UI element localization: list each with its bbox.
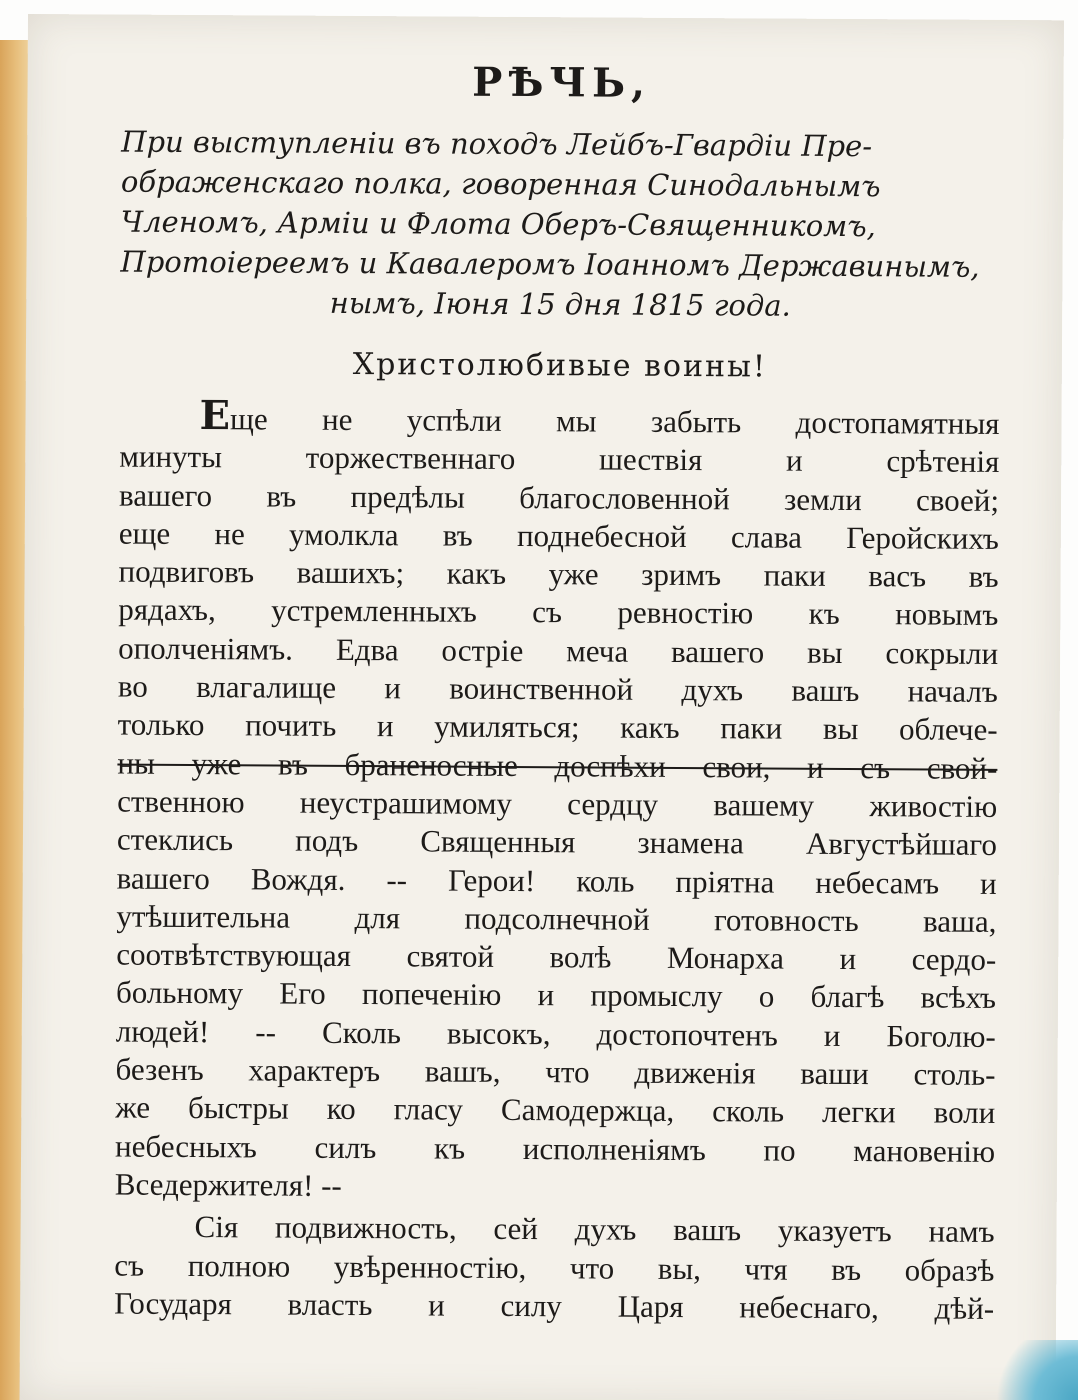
greeting: Христолюбивые воины! bbox=[352, 346, 768, 385]
document-text bbox=[114, 57, 1002, 1328]
body-line: минуты торжественнаго шествія и срѣтенія bbox=[119, 438, 1000, 480]
body-line: безенъ характеръ вашъ, что движенія ваши столь- bbox=[115, 1051, 996, 1092]
subtitle-line: ображенскаго полка, говоренная Синодальнымъ bbox=[120, 164, 881, 204]
body-line: съ полною увѣренностію, что вы, чтя въ образѣ bbox=[114, 1247, 995, 1288]
body-line: же быстры ко гласу Самодержца, сколь легки воли bbox=[115, 1089, 996, 1131]
body-line: больному Его попеченію и промыслу о благѣ всѣхъ bbox=[115, 975, 997, 1016]
drop-cap: Е bbox=[199, 392, 231, 440]
body-line: стеклись подъ Священныя знамена Августѣйшаго bbox=[116, 821, 998, 863]
document-title: РѢЧЬ, bbox=[472, 58, 652, 107]
body-line: ственною неустрашимому сердцу вашему живостію bbox=[117, 783, 998, 824]
body-line: вашего Вождя. -- Герои! коль пріятна небесамъ и bbox=[116, 860, 997, 901]
body-line: подвиговъ вашихъ; какъ уже зримъ паки васъ въ bbox=[118, 553, 999, 595]
body-line: только почить и умиляться; какъ паки вы облече- bbox=[117, 706, 998, 748]
body-line: вашего въ предѣлы благословенной земли своей; bbox=[118, 477, 1000, 518]
body-line: утѣшительна для подсолнечной готовность ваша, bbox=[116, 898, 997, 939]
body-line-struck: ны уже въ браненосные доспѣхи свои, и съ свой- bbox=[117, 745, 998, 786]
body-line: рядахъ, устремленныхъ съ ревностію къ новымъ bbox=[118, 592, 999, 633]
subtitle-line: Членомъ, Арміи и Флота Оберъ-Священникомъ, bbox=[120, 204, 876, 244]
body-line: ополченіямъ. Едва остріе меча вашего вы сокрыли bbox=[118, 630, 999, 671]
subtitle-line: нымъ, Іюня 15 дня 1815 года. bbox=[329, 285, 791, 323]
body-line: небесныхъ силъ къ исполненіямъ по мановенію bbox=[114, 1128, 996, 1169]
body-line: соотвѣтствующая святой волѣ Монарха и сердо- bbox=[116, 936, 997, 978]
body-line: Вседержителя! -- bbox=[114, 1166, 342, 1203]
paragraph-2 bbox=[114, 1208, 995, 1328]
document-subtitle bbox=[120, 122, 1001, 327]
body-line: во влагалище и воинственной духъ вашъ началъ bbox=[117, 668, 998, 710]
body-line bbox=[119, 392, 1000, 444]
subtitle-line: При выступленіи въ походъ Лейбъ-Гвардіи Пре- bbox=[121, 124, 873, 164]
blue-corner-stain bbox=[988, 1340, 1078, 1400]
subtitle-line: Протоіереемъ и Кавалеромъ Іоанномъ Державинымъ, bbox=[120, 244, 980, 284]
body-line: людей! -- Сколь высокъ, достопочтенъ и Боголю- bbox=[115, 1013, 996, 1054]
body-line: Государя власть и силу Царя небеснаго, дѣй- bbox=[114, 1285, 995, 1326]
body-line-text: ще не успѣли мы забыть достопамятныя bbox=[229, 401, 1000, 441]
paper-sheet bbox=[20, 14, 1064, 1400]
body-line: Сія подвижность, сей духъ вашъ указуетъ намъ bbox=[194, 1209, 995, 1250]
paragraph-1 bbox=[114, 392, 1000, 1210]
body-line: еще не умолкла въ поднебесной слава Геройскихъ bbox=[118, 515, 999, 556]
